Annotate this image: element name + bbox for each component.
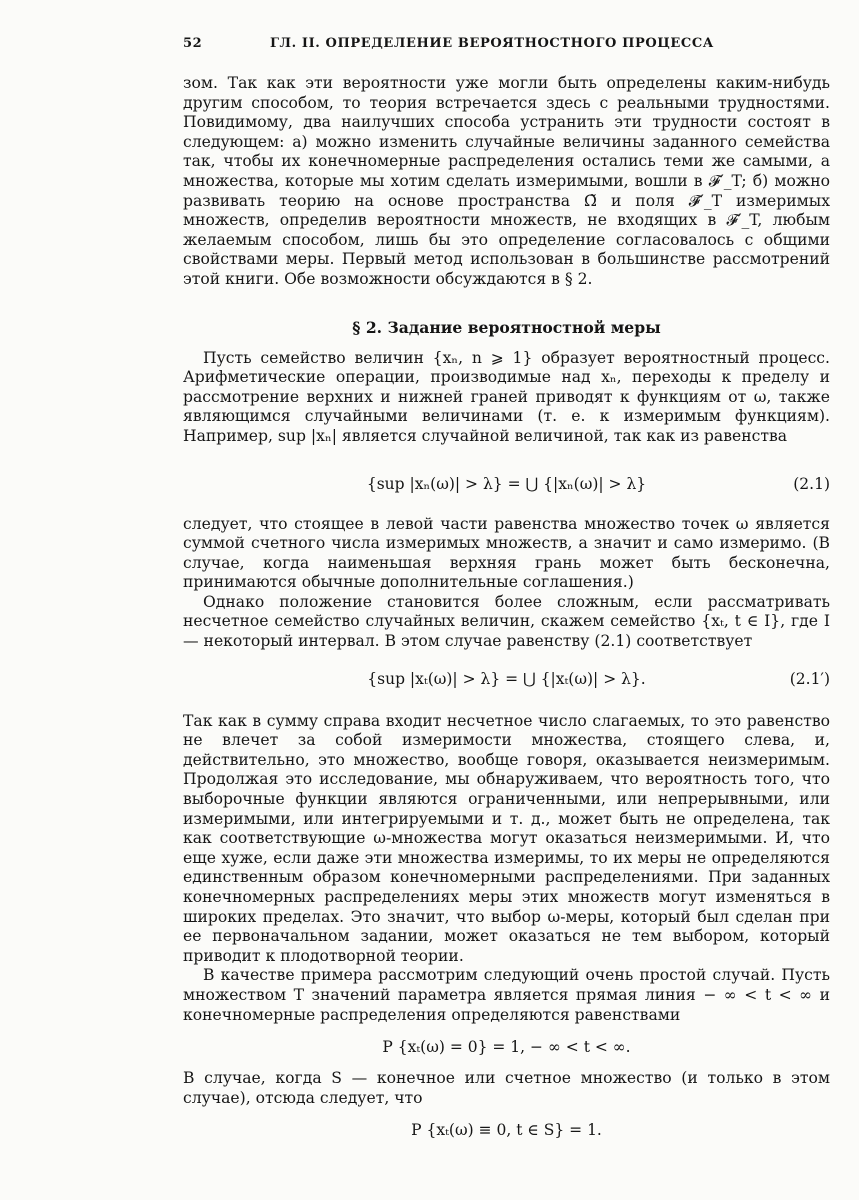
paragraph-intro: зом. Так как эти вероятности уже могли быть определены каким-нибудь другим способом, то теория встречается здесь с реальными трудностями. Повидимому, два наилучших способа устранить эти трудности состоят в следующем: а) можно изменить случайные величины заданного семейства так, чтобы их конечномерные распределения остались теми же самыми, а множества, которые мы хотим сделать измеримыми, вошли в 𝓕′_T; б) можно развивать теорию на основе пространства Ω̃ и поля 𝓕̃′_T измеримых множеств, определив вероятности множеств, не входящих в 𝓕′_T, любым желаемым способом, лишь бы это определение согласовалось с общими свойствами меры. Первый метод использован в большинстве рассмотрений этой книги. Обе возможности обсуждаются в § 2.: [183, 74, 830, 288]
paragraph-nonmeasurable: Так как в сумму справа входит несчетное число слагаемых, то это равенство не влечет за собой измеримости множества, стоящего слева, и, действительно, это множество, вообще говоря, оказывается неизмеримым. Продолжая это исследование, мы обнаруживаем, что вероятность того, что выборочные функции являются ограниченными, или непрерывными, или измеримыми, или интегрируемыми и т. д., может быть не определена, так как соответствующие ω-множества могут оказаться неизмеримыми. И, что еще хуже, если даже эти множества измеримы, то их меры не определяются единственным образом конечномерными распределениями. При заданных конечномерных распределениях меры этих множеств могут изменяться в широких пределах. Это значит, что выбор ω-меры, который был сделан при ее первоначальном задании, может оказаться не тем выбором, который приводит к плодотворной теории.: [183, 711, 830, 965]
paragraph-example: В качестве примера рассмотрим следующий очень простой случай. Пусть множеством T значений параметра является прямая линия − ∞ < t < ∞ и конечномерные распределения определяются равенствами: [183, 966, 830, 1024]
book-page: [183, 36, 830, 1152]
equation-2-1: [183, 453, 830, 515]
equation-2-1-body: {sup |xₙ(ω)| > λ} = ⋃ {|xₙ(ω)| > λ}: [366, 474, 647, 493]
equation-2-1-prime-number: (2.1′): [789, 669, 830, 688]
equation-countable: [183, 1108, 830, 1152]
equation-countable-body: P {xₜ(ω) ≡ 0, t ∈ S} = 1.: [411, 1121, 602, 1140]
equation-example-body: P {xₜ(ω) = 0} = 1, − ∞ < t < ∞.: [382, 1038, 631, 1057]
page-number: 52: [183, 36, 203, 51]
equation-2-1-prime: [183, 652, 830, 706]
running-title: ГЛ. II. ОПРЕДЕЛЕНИЕ ВЕРОЯТНОСТНОГО ПРОЦЕССА: [269, 36, 714, 51]
equation-2-1-prime-body: {sup |xₜ(ω)| > λ} = ⋃ {|xₜ(ω)| > λ}.: [367, 669, 646, 688]
running-head: [183, 36, 830, 60]
paragraph-definition: Пусть семейство величин {xₙ, n ⩾ 1} образует вероятностный процесс. Арифметические операции, производимые над xₙ, переходы к пределу и рассмотрение верхних и нижней граней приводят к функциям от ω, также являющимся случайными величинами (т. е. к измеримым функциям). Например, sup |xₙ| является случайной величиной, так как из равенства: [183, 348, 830, 445]
equation-example: [183, 1025, 830, 1069]
equation-2-1-number: (2.1): [793, 474, 830, 493]
paragraph-countable-union: следует, что стоящее в левой части равенства множество точек ω является суммой счетного числа измеримых множеств, а значит и само измеримо. (В случае, когда наименьшая верхняя грань может быть бесконечна, принимаются обычные дополнительные соглашения.): [183, 514, 830, 592]
paragraph-countable-case: В случае, когда S — конечное или счетное множество (и только в этом случае), отсюда следует, что: [183, 1069, 830, 1107]
section-heading: § 2. Задание вероятностной меры: [352, 317, 661, 337]
paragraph-uncountable: Однако положение становится более сложным, если рассматривать несчетное семейство случайных величин, скажем семейство {xₜ, t ∈ I}, где I — некоторый интервал. В этом случае равенству (2.1) соответствует: [183, 592, 830, 651]
